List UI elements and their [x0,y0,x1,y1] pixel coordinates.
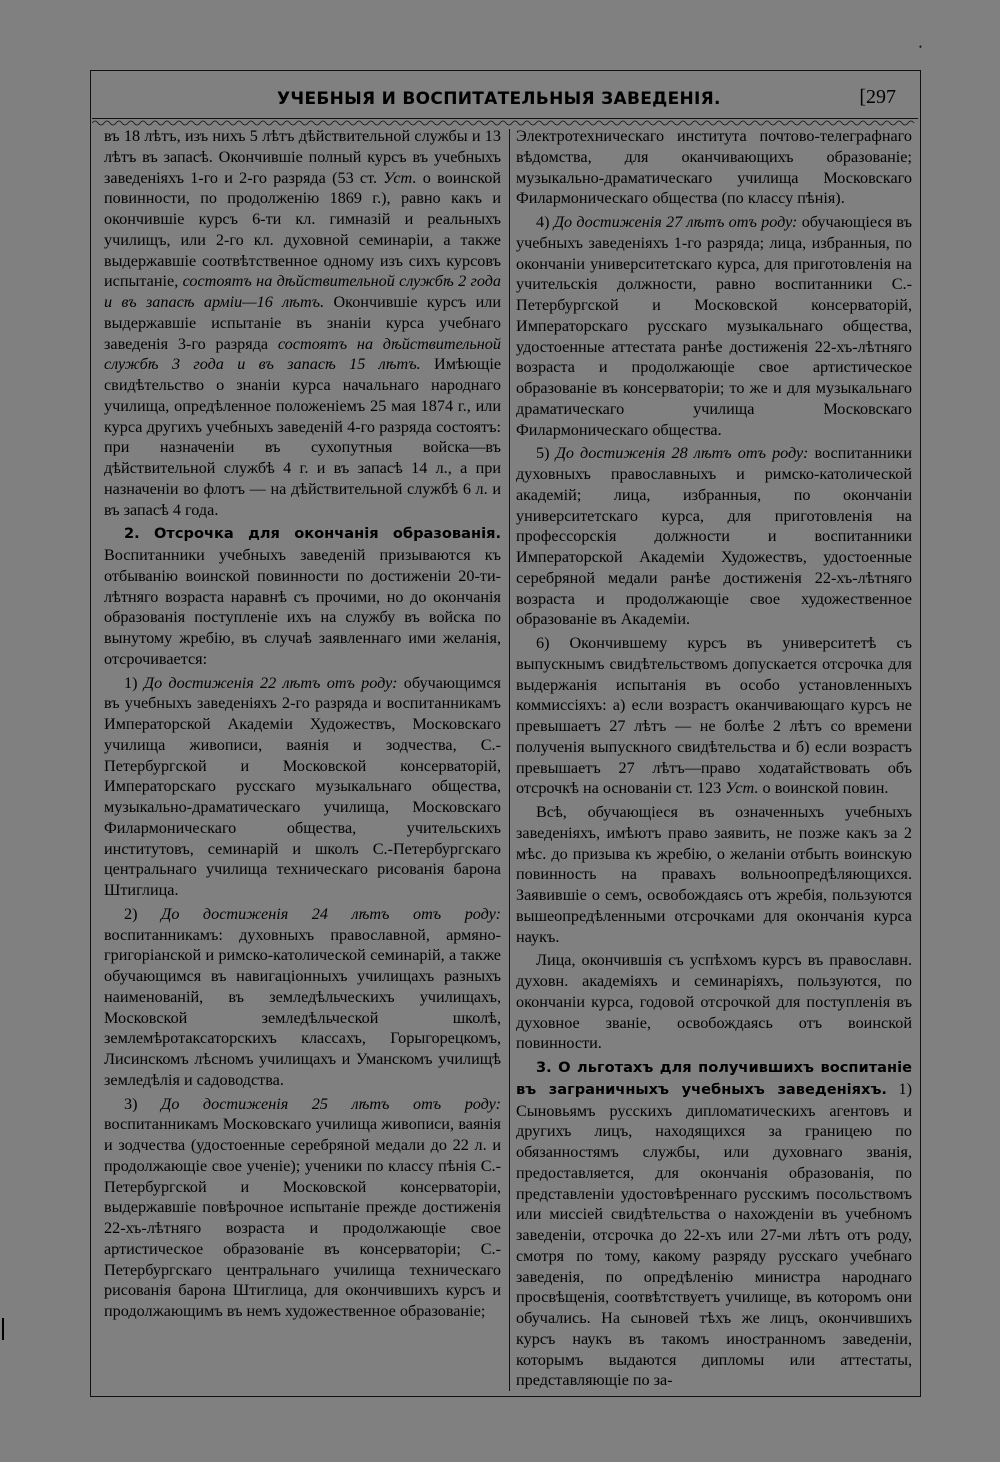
section-2-paragraph [104,523,501,669]
paragraph-continuation: Электротехническаго института почтово-телеграфнаго вѣдомства, для оканчивающихъ образованіе; музыкально-драматическаго училища Московскаго Филармоническаго общества (по классу пѣнія). [516,127,912,208]
text-run: о воинской повин. [758,779,889,798]
left-column [104,126,501,1396]
section-heading: 3. О льготахъ для получившихъ воспитаніе въ заграничныхъ учебныхъ заведеніяхъ. [516,1059,912,1098]
text-run: 6) Окончившему курсъ въ университетѣ съ выпускнымъ свидѣтельствомъ допускается отсрочка для выдержанія испытанія въ особо установленныхъ коммиссіяхъ: а) если возрастъ оканчивающаго курсъ не превышаетъ 27 лѣтъ — не болѣе 2 лѣтъ со времени полученія выпускного свидѣтельства и б) если возрастъ превышаетъ 27 лѣтъ—право ходатайствовать объ отсрочкѣ на основаніи ст. 123 [516,634,912,798]
item-number: 2) [124,904,162,923]
paragraph-clergy: Лица, окончившія съ успѣхомъ курсъ въ православн. духовн. академіяхъ и семинаріяхъ, пользуются, по окончаніи курса, годовой отсрочкой для поступленія въ духовное званіе, освобождаясь отъ воинской повинности. [516,951,912,1053]
text-run: въ 18 лѣтъ, изъ нихъ 5 лѣтъ дѣйствительной службы и 13 лѣтъ въ запасѣ. Окончившіе полный курсъ въ учебныхъ заведеніяхъ 1-го и 2-го разряда (53 ст. [104,127,501,187]
paragraph-all-students: Всѣ, обучающіеся въ означенныхъ учебныхъ заведеніяхъ, имѣютъ право заявить, не позже какъ за 2 мѣс. до призыва къ жребію, о желаніи отбыть воинскую повинность на правахъ вольноопредѣляющихся. Заявившіе о семъ, освобождаясь отъ жребія, пользуются вышеопредѣленными отсрочками для окончанія курса наукъ. [516,803,912,946]
text-run: воспитанникамъ Московскаго училища живописи, ваянія и зодчества (удостоенные серебряной медали до 22 л. и продолжающіе свое ученіе); ученики по классу пѣнія С.-Петербургской и Московской консерваторіи, выдержавшіе повѣрочное испытаніе прежде достиженія 22-хъ-лѣтняго возраста и продолжающіе свое артистическое образованіе въ консерваторіи; С.-Петербургскаго центральнаго училища техническаго рисованія барона Штиглица, для окончившихъ курсъ и продолжающимъ въ немъ художественное образованіе; [104,1115,501,1320]
text-run: обучающіеся въ учебныхъ заведеніяхъ 1-го разряда; лица, избранныя, по окончаніи университетскаго курса, для приготовленія на учительскія должности, равно воспитанники С.-Петербургской и Московской консерваторій, Императорскаго русскаго музыкальнаго общества, удостоенные аттестата ранѣе достиженія 22-хъ-лѣтняго возраста и продолжающіе свое артистическое образованіе въ консерваторіи; то же и для музыкальнаго драматическаго училища Московскаго Филармоническаго общества. [516,213,912,439]
running-head: УЧЕБНЫЯ И ВОСПИТАТЕЛЬНЫЯ ЗАВЕДЕНІЯ. [277,89,721,109]
item-2-paragraph [104,904,501,1091]
text-run: обучающимся въ учебныхъ заведеніяхъ 2-го разряда и воспитанникамъ Императорской Академіи Художествъ, Московскаго училища живописи, ваянія и зодчества, С.-Петербургской и Московской консерваторій, Императорскаго русскаго музыкальнаго общества, музыкально-драматическаго училища, Московскаго Филармоническаго общества, учительскихъ институтовъ, семинарій и школъ С.-Петербургскаго центральнаго училища техническаго рисованія барона Штиглица. [104,673,502,899]
item-4-paragraph [516,212,912,440]
text-run: Воспитанники учебныхъ заведеній призываются къ отбыванію воинской повинности по достиженіи 20-ти-лѣтняго возраста наравнѣ съ прочими, но до окончанія образованія поступленіе ихъ на службу въ войска по вынутому жребію, въ случаѣ заявленнаго ими желанія, отсрочивается: [104,546,501,668]
text-run: Имѣющіе свидѣтельство о знаніи курса начальнаго народнаго училища, опредѣленное положеніемъ 25 мая 1874 г., или курса другихъ учебныхъ заведеній 4-го разряда состоятъ: при назначеніи въ сухопутныя войска—въ дѣйствительной службѣ 4 г. и въ запасѣ 14 л., а при назначеніи во флотъ — на дѣйствительной службѣ 6 л. и въ запасѣ 4 года. [104,355,502,519]
margin-mark [2,1318,4,1340]
item-6-paragraph [516,633,912,799]
italic-run: состоятъ на дѣйствительной службѣ 2 года и въ запасѣ арміи—16 лѣтъ. [104,272,501,311]
item-number: 5) [536,444,556,463]
paragraph-service-terms [104,126,501,520]
italic-run: До достиженія 22 лѣтъ отъ роду: [143,673,398,692]
item-number: 4) [536,213,554,231]
column-divider [509,129,510,1391]
text-run: воспитанники духовныхъ православныхъ и римско-католической академій; лица, избранныя, по окончаніи университетскаго курса, для приготовленія на профессорскія должности и воспитанники Императорской Академіи Художествъ, удостоенные серебряной медали ранѣе достиженія 22-хъ-лѣтняго возраста и продолжающіе свое художественное образованіе въ Академіи. [516,444,913,629]
italic-run: До достиженія 25 лѣтъ отъ роду: [161,1094,502,1113]
right-column [516,126,912,1396]
italic-run: состоятъ на дѣйствительной службѣ 3 года и въ запасѣ 15 лѣтъ. [104,334,501,374]
item-number: 3) [124,1094,162,1113]
text-run: о воинской повинности, по продолженію 1869 г.), равно какъ и окончившіе курсъ 6-ти кл. гимназій и реальныхъ училищъ, или 2-го кл. духовной семинаріи, а также выдержавшіе соотвѣтственное одному изъ сихъ курсовъ испытаніе, [104,168,502,291]
section-3-paragraph [516,1057,912,1391]
text-run: воспитанникамъ: духовныхъ православной, армяно-григоріанской и римско-католической семинарій, а также обучающимся въ навигаціонныхъ училищахъ разныхъ наименованій, въ земледѣльческихъ училищахъ, Московской земледѣльческой школѣ, землемѣротаксаторскихъ классахъ, Горыгорецкомъ, Лисинскомъ лѣсномъ училищахъ и Уманскомъ училищѣ земледѣлія и садоводства. [104,925,501,1089]
item-number: 1) [124,673,144,692]
italic-run: До достиженія 27 лѣтъ отъ роду: [553,213,798,231]
italic-run: Уст. [725,779,759,798]
text-run: Окончившіе курсъ или выдержавшіе испытаніе въ знаніи курса учебнаго заведенія 3-го разряда [104,293,502,353]
page-number: [297 [859,86,896,108]
item-3-paragraph [104,1094,501,1322]
section-heading: 2. Отсрочка для окончанія образованія. [124,525,501,543]
page-header [92,83,918,113]
italic-run: До достиженія 24 лѣтъ отъ роду: [161,904,502,923]
item-5-paragraph [516,443,912,630]
text-run: 1) Сыновьямъ русскихъ дипломатическихъ агентовъ и другихъ лицъ, находящихся за границею по обязанностямъ службы, или духовнаго званія, предоставляется, для окончанія образованія, по представленіи удостовѣреннаго русскимъ посольствомъ или миссіей свидѣтельства о нахожденіи въ учебномъ заведеніи, отсрочка до 22-хъ или 27-ми лѣтъ отъ роду, смотря по тому, какому разряду русскаго учебнаго заведенія, по опредѣленію министра народнаго просвѣщенія, соотвѣтствуетъ училище, въ которомъ они обучались. На сыновей тѣхъ же лицъ, окончившихъ курсъ наукъ въ такомъ иностранномъ заведеніи, которымъ выдаются дипломы или аттестаты, представляющіе по за- [516,1079,913,1390]
italic-run: Уст. [383,168,417,187]
italic-run: До достиженія 28 лѣтъ отъ роду: [555,444,809,463]
ink-speck: • [918,42,922,52]
item-1-paragraph [104,673,501,901]
